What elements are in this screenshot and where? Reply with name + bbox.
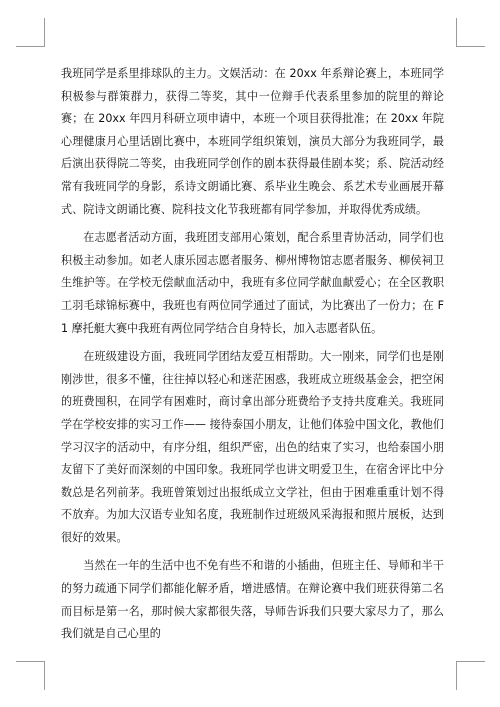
document-body — [61, 63, 444, 652]
crop-mark-bottom-right — [456, 661, 485, 690]
paragraph-volunteer: 在志愿者活动方面，我班团支部用心策划，配合系里青协活动，同学们也积极主动参加。如老人康乐园志愿者服务、柳州博物馆志愿者服务、柳侯祠卫生维护等。在学校无偿献血活动中，我班有多位同学献血献爱心；在全区教职工羽毛球锦标赛中，我班也有两位同学通过了面试，为比赛出了一份力；在 F1 摩托艇大赛中我班有两位同学结合自身特长，加入志愿者队伍。 — [61, 231, 444, 335]
paragraph-activities: 我班同学是系里排球队的主力。文娱活动：在 20xx 年系辩论赛上，本班同学积极参与群策群力，获得二等奖，其中一位辩手代表系里参加的院里的辩论赛；在 20xx 年四月科研立项申请中，本班一个项目获得批准；在 20xx 年院心理健康月心里话剧比赛中，本班同学组织策划，演员大部分为我班同学，最后演出获得院二等奖，由我班同学创作的剧本获得最佳剧本奖；系、院活动经常有我班同学的身影，系诗文朗诵比赛、系毕业生晚会、系艺术专业画展开幕式、院诗文朗诵比赛、院科技文化节我班都有同学参加，并取得优秀成绩。 — [61, 67, 444, 216]
crop-mark-top-right — [456, 18, 485, 47]
paragraph-class-building: 在班级建设方面，我班同学团结友爱互相帮助。大一刚来，同学们也是刚刚涉世，很多不懂，往往掉以轻心和迷茫困惑，我班成立班级基金会，把空闲的班费囤积，在同学有困难时，商讨拿出部分班费给予支持共度难关。我班同学在学校安排的实习工作—— 接待泰国小朋友，让他们体验中国文化，教他们学习汉字的活动中，有序分组，组织严密，出色的结束了实习，也给泰国小朋友留下了美好而深刻的中国印象。我班同学也讲文明爱卫生，在宿舍评比中分数总是名列前茅。我班曾策划过出报纸成立文学社，但由于困难重重计划不得不放弃。为加大汉语专业知名度，我班制作过班级风采海报和照片展板，达到很好的效果。 — [61, 350, 444, 544]
crop-mark-bottom-left — [16, 661, 45, 690]
crop-mark-top-left — [16, 18, 45, 47]
paragraph-harmony: 当然在一年的生活中也不免有些不和谐的小插曲，但班主任、导师和半干的努力疏通下同学们都能化解矛盾，增进感情。在辩论赛中我们班获得第二名而目标是第一名，那时候大家都很失落，导师告诉我们只要大家尽力了，那么我们就是自己心里的 — [61, 559, 444, 641]
